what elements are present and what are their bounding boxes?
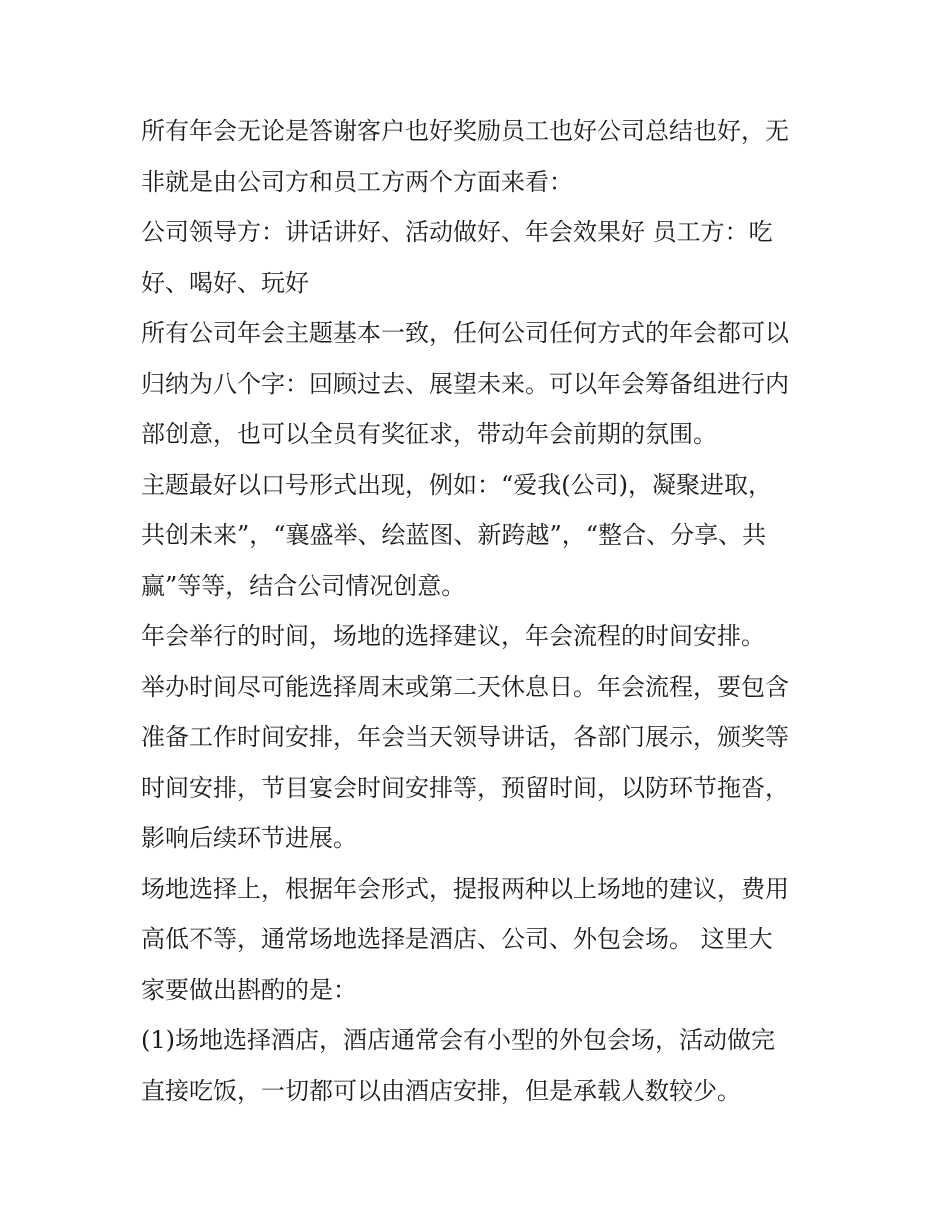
paragraph-venue-hotel — [141, 1015, 813, 1116]
text-line: 时间安排，节目宴会时间安排等，预留时间，以防环节拖沓， — [141, 773, 789, 802]
text-line: 举办时间尽可能选择周末或第二天休息日。年会流程，要包含 — [141, 672, 789, 701]
paragraph-venue — [141, 864, 813, 1016]
paragraph-slogan — [141, 460, 813, 612]
text-line: 影响后续环节进展。 — [141, 824, 357, 852]
text-line: 直接吃饭，一切都可以由酒店安排，但是承载人数较少。 — [141, 1076, 741, 1105]
text-line: 家要做出斟酌的是： — [141, 975, 357, 1004]
paragraph-intro — [141, 106, 813, 207]
text-line: 赢”等等，结合公司情况创意。 — [141, 571, 466, 600]
paragraph-schedule — [141, 662, 813, 864]
text-line: 所有公司年会主题基本一致，任何公司任何方式的年会都可以 — [141, 319, 789, 347]
paragraph-goals — [141, 207, 813, 308]
text-line: (1)场地选择酒店，酒店通常会有小型的外包会场，活动做完 — [141, 1026, 775, 1054]
document-body — [141, 106, 813, 1116]
text-line: 主题最好以口号形式出现，例如：“爱我(公司)，凝聚进取， — [141, 470, 772, 499]
text-line: 年会举行的时间，场地的选择建议，年会流程的时间安排。 — [141, 622, 765, 650]
text-line: 好、喝好、玩好 — [141, 268, 309, 297]
text-line: 归纳为八个字：回顾过去、展望未来。可以年会筹备组进行内 — [141, 369, 789, 398]
text-line: 共创未来”，“襄盛举、绘蓝图、新跨越”，“整合、分享、共 — [141, 521, 767, 549]
text-line: 高低不等，通常场地选择是酒店、公司、外包会场。 这里大 — [141, 925, 773, 953]
paragraph-schedule-heading — [141, 611, 813, 662]
text-line: 准备工作时间安排，年会当天领导讲话，各部门展示，颁奖等 — [141, 723, 789, 751]
paragraph-theme — [141, 308, 813, 460]
text-line: 场地选择上，根据年会形式，提报两种以上场地的建议，费用 — [141, 874, 789, 903]
text-line: 公司领导方：讲话讲好、活动做好、年会效果好 员工方：吃 — [141, 218, 773, 246]
text-line: 非就是由公司方和员工方两个方面来看： — [141, 167, 573, 196]
text-line: 所有年会无论是答谢客户也好奖励员工也好公司总结也好，无 — [141, 117, 789, 145]
text-line: 部创意，也可以全员有奖征求，带动年会前期的氛围。 — [141, 420, 717, 448]
